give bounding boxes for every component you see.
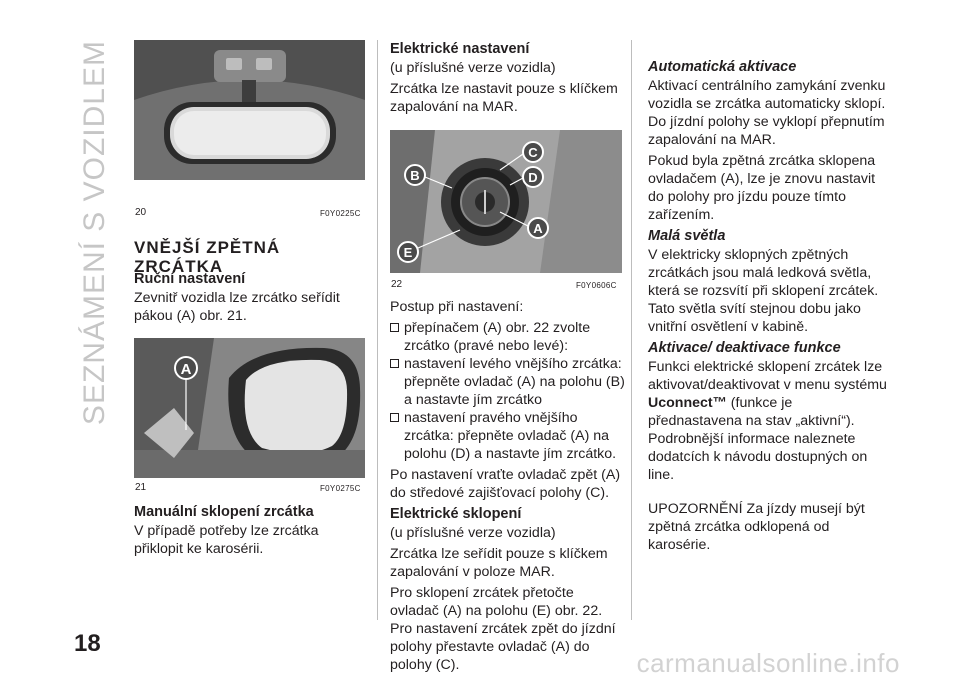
figure-number: 22 bbox=[391, 279, 403, 290]
column-1-text-bottom bbox=[134, 503, 369, 561]
figure-label-b: B bbox=[410, 168, 420, 183]
page-number: 18 bbox=[74, 630, 101, 657]
subheading-manual: Ruční nastavení bbox=[134, 271, 246, 287]
paragraph-manual: Zevnitř vozidla lze zrcátko seřídit pákou (A) obr. 21. bbox=[134, 290, 340, 324]
figure-number: 20 bbox=[135, 207, 147, 218]
paragraph-manual-folding: V případě potřeby lze zrcátka přiklopit ke karosérii. bbox=[134, 523, 319, 557]
paragraph-auto-activation: Aktivací centrálního zamykání zvenku vozidla se zrcátka automaticky sklopí. Do jízdní polohy se vyklopí přepnutím zapalování na MAR. bbox=[648, 78, 886, 148]
brand-name: Uconnect™ bbox=[648, 395, 727, 411]
bullet-box-icon bbox=[390, 323, 399, 332]
interior-mirror-illustration bbox=[134, 40, 365, 202]
paragraph-version-note: (u příslušné verze vozidla) bbox=[390, 60, 556, 76]
paragraph-function-toggle: Funkci elektrické sklopení zrcátek lze aktivovat/deaktivovat v menu systému Uconnect™ (funkce je přednastavena na stav „aktivní“). Podrobnější informace naleznete dodatcích k návodu dostupných on line. bbox=[648, 359, 887, 483]
figure-code: F0Y0275C bbox=[320, 484, 361, 493]
paragraph-electric-folding-procedure: Pro sklopení zrcátek přetočte ovladač (A) na polohu (E) obr. 22. Pro nastavení zrcátek zpět do jízdní polohy přestavte ovladač (A) do polohy (C). bbox=[390, 585, 616, 673]
subheading-auto-activation: Automatická aktivace bbox=[648, 59, 797, 75]
figure-interior-mirror bbox=[134, 40, 365, 202]
bullet-item: nastavení pravého vnějšího zrcátka: přepněte ovladač (A) na polohu (D) a nastavte jím zrcátko. bbox=[390, 409, 625, 463]
figure-label-d: D bbox=[528, 170, 538, 185]
figure-label-c: C bbox=[528, 145, 538, 160]
figure-mirror-control bbox=[390, 130, 622, 273]
subheading-electric-folding: Elektrické sklopení bbox=[390, 506, 522, 522]
column-divider bbox=[377, 40, 378, 620]
section-heading: VNĚJŠÍ ZPĚTNÁ ZRCÁTKA bbox=[134, 238, 281, 276]
figure-exterior-mirror bbox=[134, 338, 365, 478]
column-1-text-top bbox=[134, 270, 369, 328]
subheading-small-lights: Malá světla bbox=[648, 228, 726, 244]
paragraph-warning: UPOZORNĚNÍ Za jízdy musejí být zpětná zrcátka odklopená od karosérie. bbox=[648, 501, 865, 553]
bullet-item: přepínačem (A) obr. 22 zvolte zrcátko (pravé nebo levé): bbox=[390, 319, 625, 355]
paragraph-after-adjust: Po nastavení vraťte ovladač zpět (A) do středové zajišťovací polohy (C). bbox=[390, 467, 621, 501]
paragraph-procedure-intro: Postup při nastavení: bbox=[390, 299, 524, 315]
bullet-box-icon bbox=[390, 413, 399, 422]
bullet-item: nastavení levého vnějšího zrcátka: přepněte ovladač (A) na polohu (B) a nastavte jím zrcátko bbox=[390, 355, 625, 409]
figure-label-a: A bbox=[180, 361, 192, 378]
subheading-electric-adjust: Elektrické nastavení bbox=[390, 41, 530, 57]
figure-label-a: A bbox=[533, 221, 543, 236]
figure-code: F0Y0225C bbox=[320, 209, 361, 218]
column-3-text bbox=[648, 58, 888, 557]
exterior-mirror-illustration bbox=[134, 338, 365, 478]
bullet-box-icon bbox=[390, 359, 399, 368]
paragraph-electric-adjust: Zrcátka lze nastavit pouze s klíčkem zapalování na MAR. bbox=[390, 81, 618, 115]
column-2-text-bottom bbox=[390, 298, 625, 677]
paragraph-auto-activation-note: Pokud byla zpětná zrcátka sklopena ovladačem (A), lze je znovu nastavit do polohy pro jízdu pouze tímto zařízením. bbox=[648, 153, 876, 223]
figure-label-e: E bbox=[403, 245, 413, 260]
section-side-title: SEZNÁMENÍ S VOZIDLEM bbox=[78, 40, 111, 426]
paragraph-small-lights: V elektricky sklopných zpětných zrcátkách jsou malá ledková světla, která se rozsvítí při sklopení zrcátek. Tato světla svítí stejnou dobu jako vnitřní osvětlení v kabině. bbox=[648, 247, 879, 335]
subheading-manual-folding: Manuální sklopení zrcátka bbox=[134, 504, 314, 520]
watermark: carmanualsonline.info bbox=[636, 648, 900, 678]
paragraph-version-note: (u příslušné verze vozidla) bbox=[390, 525, 556, 541]
paragraph-electric-folding-key: Zrcátka lze seřídit pouze s klíčkem zapalování v poloze MAR. bbox=[390, 546, 608, 580]
figure-number: 21 bbox=[135, 482, 147, 493]
column-divider bbox=[631, 40, 632, 620]
subheading-function-toggle: Aktivace/ deaktivace funkce bbox=[648, 340, 841, 356]
column-2-text-top bbox=[390, 40, 625, 119]
mirror-control-illustration bbox=[390, 130, 622, 273]
figure-code: F0Y0606C bbox=[576, 281, 617, 290]
